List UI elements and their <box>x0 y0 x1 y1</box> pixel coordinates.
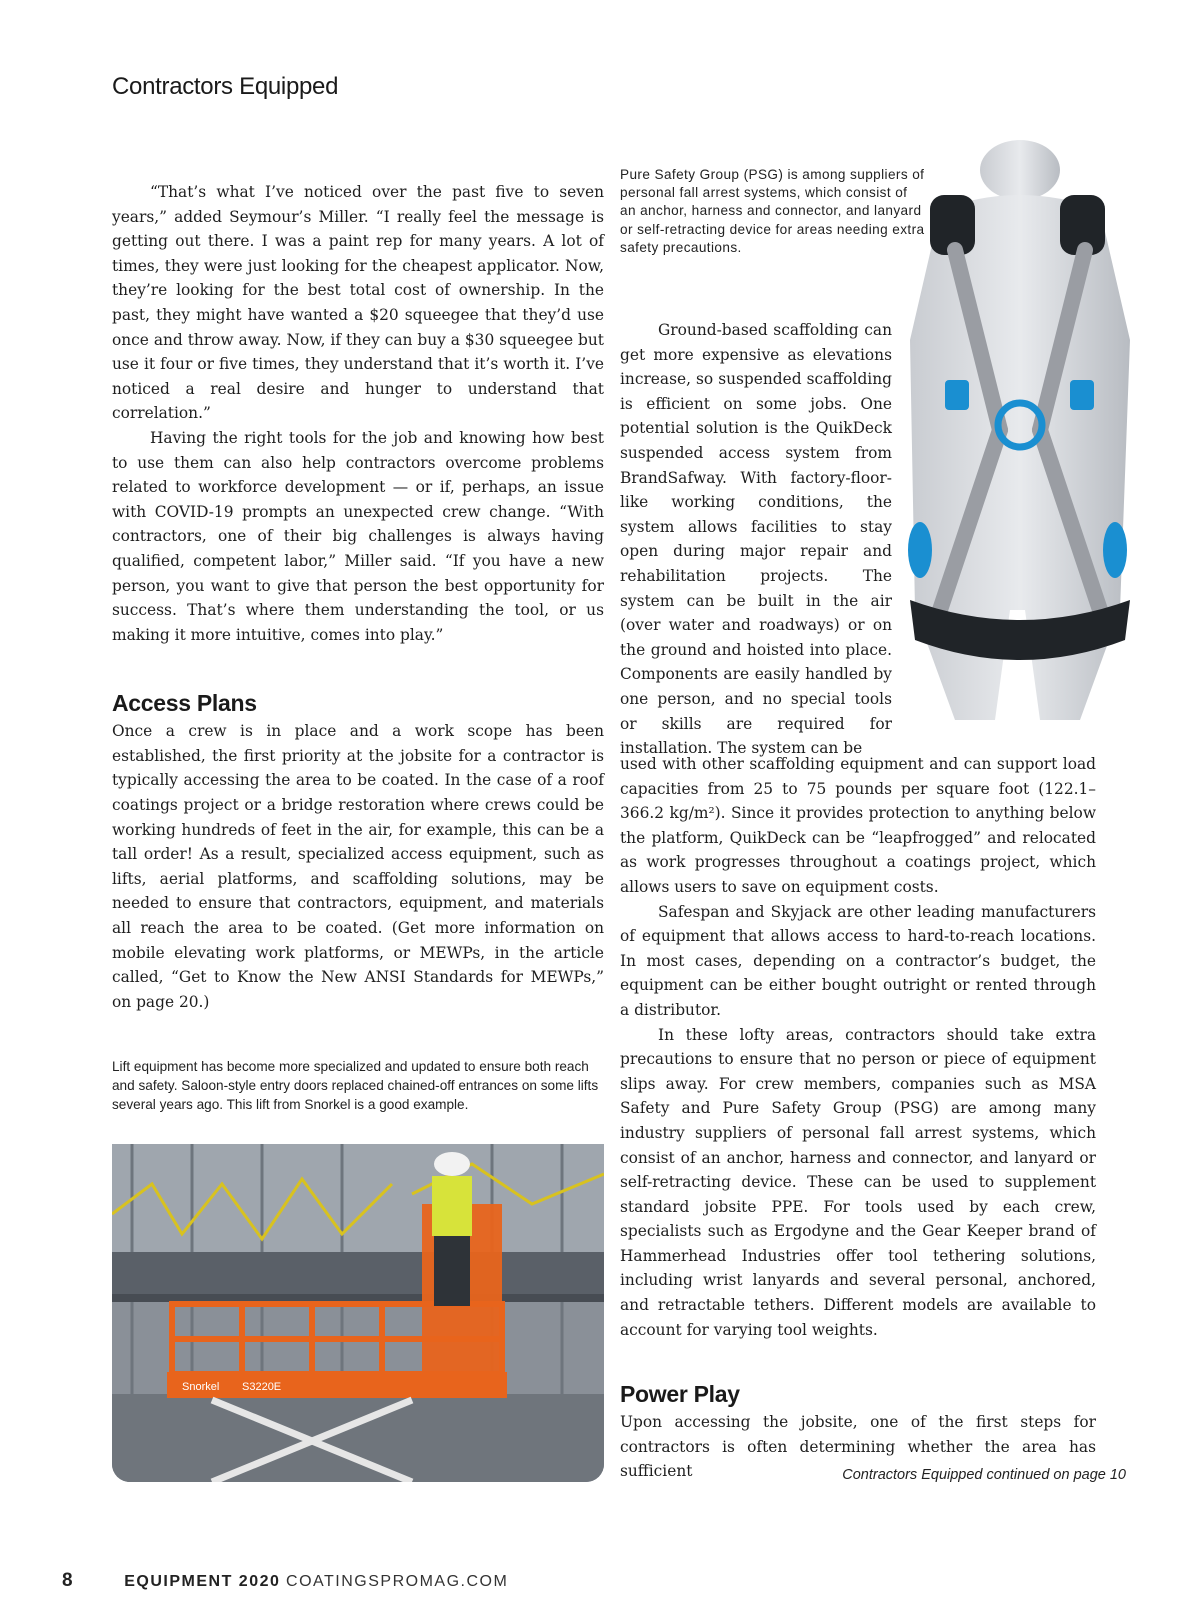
lift-illustration <box>112 1144 604 1482</box>
harness-photo-caption: Pure Safety Group (PSG) is among suppliers of personal fall arrest systems, which consist of an anchor, harness and connector, and lanyard or self-retracting device for areas needing extra safety precautions. <box>620 167 925 255</box>
body-paragraph: Having the right tools for the job and knowing how best to use them can also help contractors overcome problems related to workforce development — or if, perhaps, an issue with COVID-19 prompts an unexpected crew change. “With contractors, one of their big challenges is always having qualified, competent labor,” Miller said. “If you have a new person, you want to give that person the best opportunity for success. That’s where them understanding the tool, or us making it more intuitive, comes into play.” <box>112 428 604 644</box>
body-paragraph: In these lofty areas, contractors should take extra precautions to ensure that no person or piece of equipment slips away. For crew members, companies such as MSA Safety and Pure Safety Group (PSG) are among many industry suppliers of personal fall arrest systems, which consist of an anchor, harness and connector, and lanyard or self-retracting device. These can be used to supplement standard jobsite PPE. For tools used by each crew, specialists such as Ergodyne and the Gear Keeper brand of Hammerhead Industries offer tool tethering solutions, including wrist lanyards and several personal, anchored, and retractable tethers. Different models are available to account for varying tool weights. <box>620 1025 1096 1339</box>
magazine-issue: EQUIPMENT 2020 <box>124 1573 281 1590</box>
right-column-full <box>620 752 1096 1484</box>
page-footer <box>62 1570 508 1592</box>
lift-model-label: S3220E <box>242 1381 282 1393</box>
body-paragraph: Safespan and Skyjack are other leading manufacturers of equipment that allows access to hard-to-reach locations. In most cases, depending on a contractor’s budget, the equipment can be either bought outright or rented through a distributor. <box>620 902 1096 1019</box>
continued-note: Contractors Equipped continued on page 10 <box>842 1467 1126 1483</box>
page-number: 8 <box>62 1570 73 1591</box>
power-play-paragraph: Upon accessing the jobsite, one of the first steps for contractors is often determining whether the area has sufficient <box>620 1413 1096 1481</box>
body-paragraph: “That’s what I’ve noticed over the past five to seven years,” added Seymour’s Miller. “I really feel the message is getting out there. I was a paint rep for many years. A lot of times, they were just looking for the cheapest applicator. Now, they’re looking for the best total cost of ownership. In the past, they might have wanted a $20 squeegee that they’d use once and throw away. Now, if they can buy a $30 squeegee but use it four or five times, they understand that it’s worth it. I’ve noticed a real desire and hunger to understand that correlation.” <box>112 183 604 423</box>
right-column-narrow <box>620 318 892 761</box>
body-paragraph: used with other scaffolding equipment and can support load capacities from 25 to 75 pounds per square foot (122.1–366.2 kg/m²). Since it provides protection to anything below the platform, QuikDeck can be “leapfrogged” and relocated as work progresses throughout a coatings project, which allows users to save on equipment costs. <box>620 755 1096 896</box>
lift-label: Snorkel <box>182 1381 220 1393</box>
website-link[interactable]: COATINGSPROMAG.COM <box>286 1573 509 1590</box>
section-header: Contractors Equipped <box>112 73 339 100</box>
left-column <box>112 180 604 1114</box>
access-plans-paragraph: Once a crew is in place and a work scope has been established, the first priority at the jobsite for a contractor is typically accessing the area to be coated. In the case of a roof coatings project or a bridge restoration where crews could be working hundreds of feet in the air, for example, this can be a tall order! As a result, specialized access equipment, such as lifts, aerial platforms, and scaffolding solutions, may be needed to ensure that contractors, equipment, and materials all reach the area to be coated. (Get more information on mobile elevating work platforms, or MEWPs, in the article called, “Get to Know the New ANSI Standards for MEWPs,” on page 20.) <box>112 722 604 1011</box>
lift-photo-caption: Lift equipment has become more specialized and updated to ensure both reach and safety. Saloon-style entry doors replaced chained-off entrances on some lifts several years ago. This lift from Snorkel is a good example. <box>112 1059 599 1112</box>
access-plans-heading: Access Plans <box>112 690 257 717</box>
body-paragraph: Ground-based scaffolding can get more expensive as elevations increase, so suspended scaffolding is efficient on some jobs. One potential solution is the QuikDeck suspended access system from BrandSafway. With factory-floor-like working conditions, the system allows facilities to stay open during major repair and rehabilitation projects. The system can be built in the air (over water and roadways) or on the ground and hoisted into place. Components are easily handled by one person, and no special tools or skills are required for installation. The system can be <box>620 321 892 758</box>
lift-photo <box>112 1144 604 1482</box>
power-play-heading: Power Play <box>620 1381 740 1408</box>
